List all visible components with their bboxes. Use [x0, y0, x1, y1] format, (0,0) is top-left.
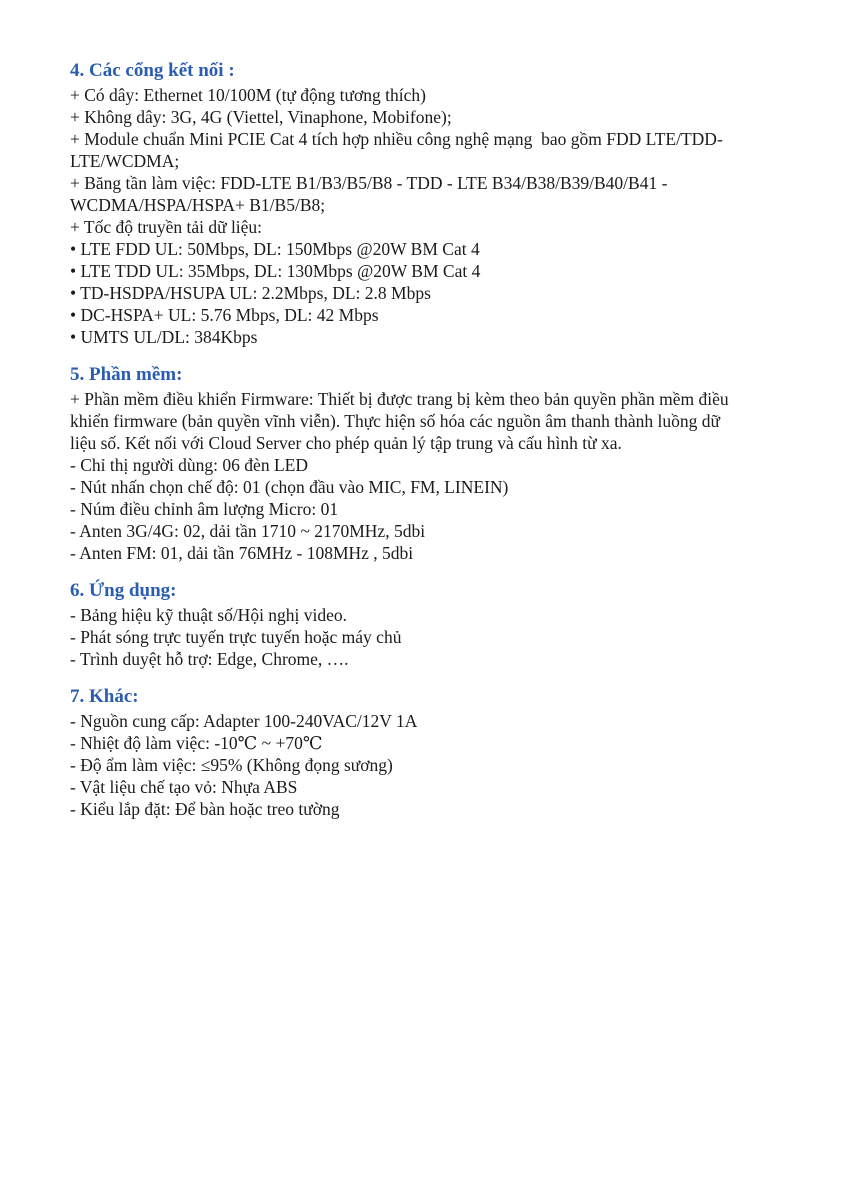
spec-line: LTE/WCDMA; [70, 151, 180, 171]
spec-line: - Kiểu lắp đặt: Để bàn hoặc treo tường [70, 799, 340, 819]
spec-line: + Có dây: Ethernet 10/100M (tự động tương thích) [70, 85, 426, 105]
spec-line: - Nút nhấn chọn chế độ: 01 (chọn đầu vào MIC, FM, LINEIN) [70, 477, 509, 497]
spec-line: - Anten FM: 01, dải tần 76MHz - 108MHz , 5dbi [70, 543, 414, 563]
section-software [70, 362, 799, 564]
spec-line: - Trình duyệt hỗ trợ: Edge, Chrome, …. [70, 649, 349, 669]
spec-line-bullet: • UMTS UL/DL: 384Kbps [70, 327, 258, 347]
section-heading-software: 5. Phần mềm: [70, 364, 183, 385]
spec-line: - Núm điều chỉnh âm lượng Micro: 01 [70, 499, 339, 519]
section-misc [70, 684, 799, 820]
section-heading-connection-ports: 4. Các cổng kết nối : [70, 60, 235, 81]
spec-line: khiển firmware (bản quyền vĩnh viễn). Thực hiện số hóa các nguồn âm thanh thành luồng dữ [70, 411, 720, 431]
spec-line: - Anten 3G/4G: 02, dải tần 1710 ~ 2170MHz, 5dbi [70, 521, 426, 541]
spec-line-bullet: • TD-HSDPA/HSUPA UL: 2.2Mbps, DL: 2.8 Mbps [70, 283, 431, 303]
spec-line: + Phần mềm điều khiển Firmware: Thiết bị được trang bị kèm theo bản quyền phần mềm điều [70, 389, 729, 409]
spec-line: + Module chuẩn Mini PCIE Cat 4 tích hợp nhiều công nghệ mạng bao gồm FDD LTE/TDD- [70, 129, 723, 149]
section-connection-ports [70, 58, 799, 348]
spec-line: - Phát sóng trực tuyến trực tuyến hoặc máy chủ [70, 627, 402, 647]
spec-line-bullet: • LTE FDD UL: 50Mbps, DL: 150Mbps @20W BM Cat 4 [70, 239, 480, 259]
section-applications [70, 578, 799, 670]
spec-line: - Bảng hiệu kỹ thuật số/Hội nghị video. [70, 605, 348, 625]
spec-line: WCDMA/HSPA/HSPA+ B1/B5/B8; [70, 195, 326, 215]
section-heading-misc: 7. Khác: [70, 686, 139, 707]
spec-line: + Băng tần làm việc: FDD-LTE B1/B3/B5/B8 - TDD - LTE B34/B38/B39/B40/B41 - [70, 173, 668, 193]
spec-line: + Tốc độ truyền tải dữ liệu: [70, 217, 263, 237]
spec-line: - Độ ẩm làm việc: ≤95% (Không đọng sương) [70, 755, 393, 775]
spec-line: liệu số. Kết nối với Cloud Server cho phép quản lý tập trung và cấu hình từ xa. [70, 433, 622, 453]
spec-line: - Nguồn cung cấp: Adapter 100-240VAC/12V 1A [70, 711, 418, 731]
spec-line: - Vật liệu chế tạo vỏ: Nhựa ABS [70, 777, 298, 797]
spec-line: + Không dây: 3G, 4G (Viettel, Vinaphone, Mobifone); [70, 107, 452, 127]
spec-line: - Chỉ thị người dùng: 06 đèn LED [70, 455, 308, 475]
spec-line: - Nhiệt độ làm việc: -10℃ ~ +70℃ [70, 733, 323, 753]
section-heading-applications: 6. Ứng dụng: [70, 580, 177, 601]
spec-line-bullet: • DC-HSPA+ UL: 5.76 Mbps, DL: 42 Mbps [70, 305, 379, 325]
spec-line-bullet: • LTE TDD UL: 35Mbps, DL: 130Mbps @20W BM Cat 4 [70, 261, 481, 281]
